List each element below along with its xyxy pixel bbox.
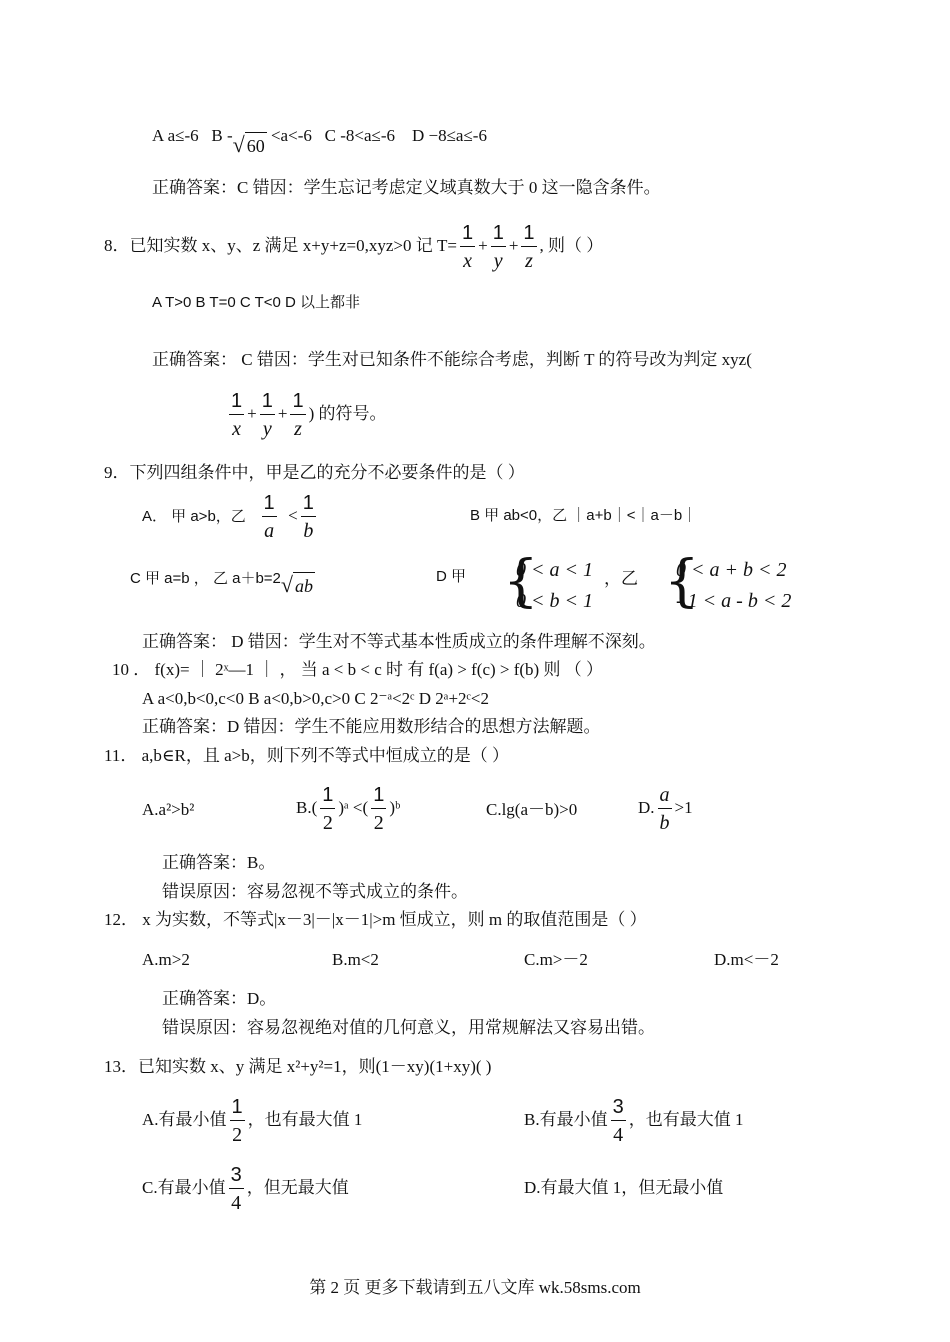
frac-1-over-a: $\frac{1}{a}$: [263, 492, 275, 543]
q9-option-d-label: D 甲: [436, 568, 467, 585]
q11-option-c: C.lg(a－b)>0: [486, 800, 578, 819]
q7-option-d: D −8≤a≤-6: [411, 125, 487, 145]
q12-option-c: C.m>－2: [524, 950, 588, 969]
frac-1-over-z: $\frac{1}{z}$: [523, 222, 535, 273]
q11-option-d: D. $\frac{a}{b}$ >1: [638, 784, 693, 835]
q11-option-b: B.( $\frac{1}{2}$ )ᵃ <( $\frac{1}{2}$ )ᵇ: [296, 784, 401, 835]
q9-answer: 正确答案： D 错因：学生对不等式基本性质成立的条件理解不深刻。: [142, 632, 656, 651]
q11-reason: 错误原因：容易忽视不等式成立的条件。: [162, 882, 468, 901]
q11-stem: 11． a,b∈R，且 a>b，则下列不等式中恒成立的是（ ）: [104, 746, 509, 765]
frac-1-over-b: $\frac{1}{b}$: [302, 492, 314, 543]
frac-1-over-2: $\frac{1}{2}$: [322, 784, 334, 835]
q9-stem: 9．下列四组条件中，甲是乙的充分不必要条件的是（ ）: [104, 463, 525, 482]
q8-options: A T>0 B T=0 C T<0 D 以上都非: [152, 294, 361, 311]
q8-answer: 正确答案： C 错因：学生对已知条件不能综合考虑，判断 T 的符号改为判定 xyz(: [152, 350, 752, 369]
q13-option-b: B.有最小值 $\frac{3}{4}$ ，也有最大值 1: [524, 1096, 744, 1147]
q9-option-c: C 甲 a=b ， 乙 a＋b=2 √ ab: [130, 569, 313, 597]
q7-option-a: A a≤-6: [152, 125, 199, 145]
q8-stem: 8．已知实数 x、y、z 满足 x+y+z=0,xyz>0 记 T= $\frac{1}{x}$ + $\frac{1}{y}$ + $\frac{1}{z}$ , 则（ ）: [104, 222, 604, 273]
q12-option-a: A.m>2: [142, 950, 190, 969]
q12-option-d: D.m<－2: [714, 950, 779, 969]
q7-options: [152, 124, 487, 157]
frac-1-over-y: $\frac{1}{y}$: [261, 390, 273, 441]
q12-answer: 正确答案：D。: [162, 989, 277, 1008]
q13-stem: 13．已知实数 x、y 满足 x²+y²=1，则(1－xy)(1+xy)( ): [104, 1057, 492, 1076]
q10-stem: 10 ． f(x)= ｜ 2ˣ—1 ｜ ， 当 a < b < c 时 有 f(a) > f(c) > f(b) 则 （ ）: [112, 660, 603, 679]
system-1-line-2: 0 < b < 1: [516, 590, 593, 612]
frac-1-over-z: $\frac{1}{z}$: [292, 390, 304, 441]
system-2-line-1: 0 < a + b < 2: [676, 559, 787, 581]
q9-option-d-yi: ，乙: [604, 569, 638, 588]
frac-a-over-b: $\frac{a}{b}$: [659, 784, 670, 835]
q11-option-a: A.a²>b²: [142, 800, 195, 819]
q13-option-c: C.有最小值 $\frac{3}{4}$ ，但无最大值: [142, 1164, 349, 1215]
q10-options: A a<0,b<0,c<0 B a<0,b>0,c>0 C 2⁻ᵃ<2ᶜ D 2ᵃ+2ᶜ<2: [142, 689, 489, 708]
q13-option-a: A.有最小值 $\frac{1}{2}$ ，也有最大值 1: [142, 1096, 363, 1147]
frac-1-over-y: $\frac{1}{y}$: [492, 222, 504, 273]
q11-answer: 正确答案：B。: [162, 853, 276, 872]
q7-answer: 正确答案：C 错因：学生忘记考虑定义域真数大于 0 这一隐含条件。: [152, 178, 661, 197]
system-1-line-1: 0 < a < 1: [516, 559, 593, 581]
q8-answer-cont: $\frac{1}{x}$ + $\frac{1}{y}$ + $\frac{1}{z}$ ) 的符号。: [231, 390, 387, 441]
system-2-line-2: - 1 < a - b < 2: [676, 590, 792, 612]
q13-option-d: D.有最大值 1，但无最小值: [524, 1178, 724, 1197]
q9-option-b: B 甲 ab<0，乙 ｜a+b｜<｜a－b｜: [470, 507, 698, 524]
left-brace-system-2: {: [664, 549, 700, 614]
q12-option-b: B.m<2: [332, 950, 379, 969]
frac-1-over-2: $\frac{1}{2}$: [231, 1096, 243, 1147]
sqrt-ab: √ ab: [280, 572, 313, 597]
q7-option-c: C -8<a≤-6: [324, 125, 395, 145]
frac-1-over-2: $\frac{1}{2}$: [373, 784, 385, 835]
q7-option-b: B - √ 60 <a<-6: [211, 125, 312, 157]
left-brace-system-1: {: [503, 549, 539, 614]
frac-3-over-4: $\frac{3}{4}$: [230, 1164, 242, 1215]
frac-3-over-4: $\frac{3}{4}$: [612, 1096, 624, 1147]
q10-answer: 正确答案：D 错因：学生不能应用数形结合的思想方法解题。: [142, 717, 601, 736]
q9-option-a: A． 甲 a>b，乙 $\frac{1}{a}$ < $\frac{1}{b}$: [142, 492, 314, 543]
frac-1-over-x: $\frac{1}{x}$: [461, 222, 474, 273]
q12-stem: 12． x 为实数，不等式|x－3|－|x－1|>m 恒成立，则 m 的取值范围是（ ）: [104, 910, 647, 929]
page-footer: 第 2 页 更多下载请到五八文库 wk.58sms.com: [309, 1278, 641, 1297]
sqrt-60: √ 60: [232, 132, 265, 157]
frac-1-over-x: $\frac{1}{x}$: [231, 390, 243, 441]
q12-reason: 错误原因：容易忽视绝对值的几何意义，用常规解法又容易出错。: [162, 1018, 655, 1037]
